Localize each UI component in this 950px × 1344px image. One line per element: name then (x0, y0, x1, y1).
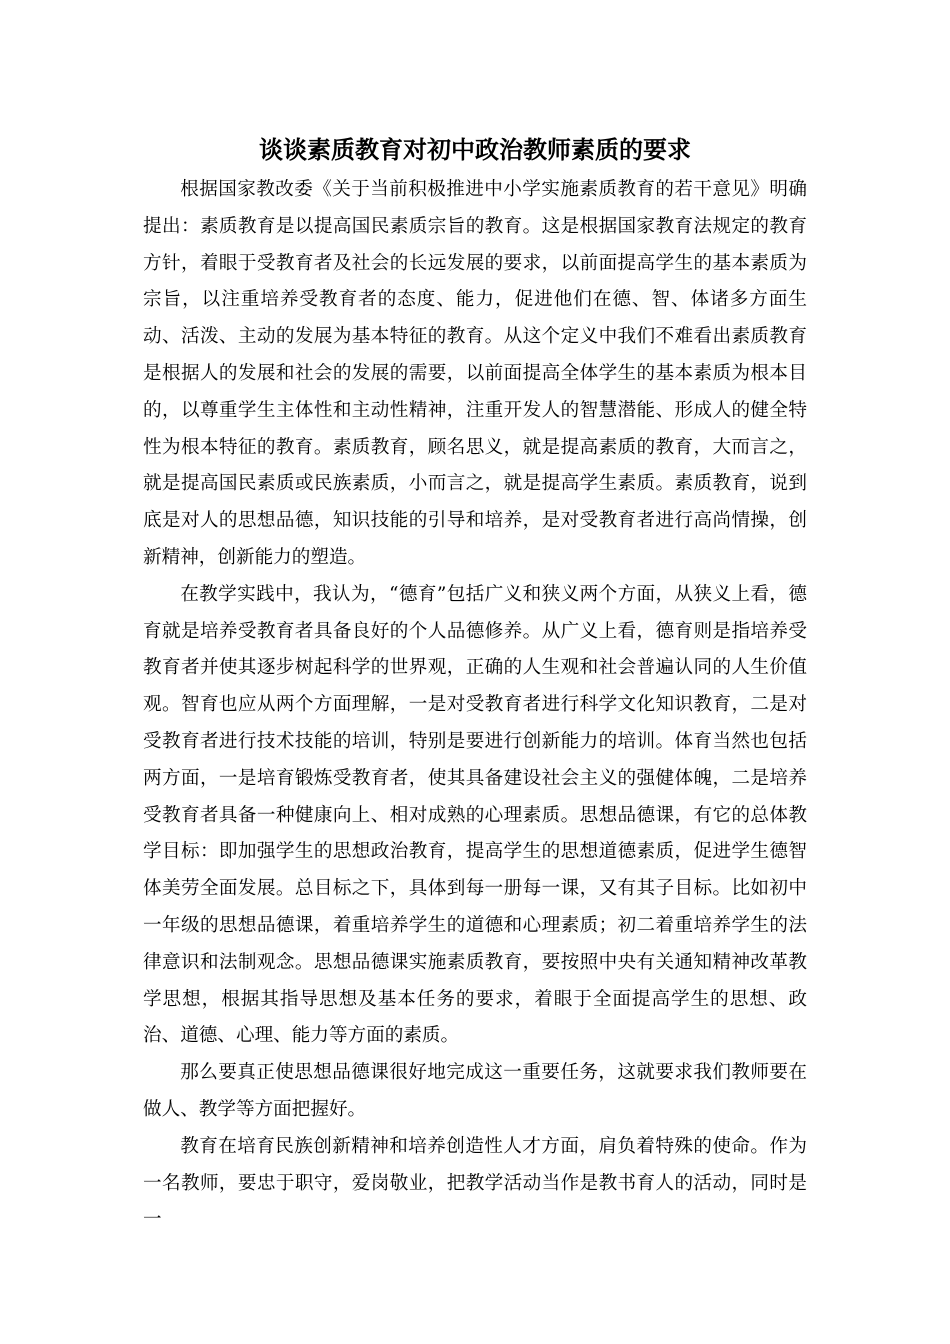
document-body (143, 128, 807, 1239)
paragraph-1: 根据国家教改委《关于当前积极推进中小学实施素质教育的若干意见》明确提出：素质教育是以提高国民素质宗旨的教育。这是根据国家教育法规定的教育方针，着眼于受教育者及社会的长远发展的要求，以前面提高学生的基本素质为宗旨，以注重培养受教育者的态度、能力，促进他们在德、智、体诸多方面生动、活泼、主动的发展为基本特征的教育。从这个定义中我们不难看出素质教育是根据人的发展和社会的发展的需要，以前面提高全体学生的基本素质为根本目的，以尊重学生主体性和主动性精神，注重开发人的智慧潜能、形成人的健全特性为根本特征的教育。素质教育，顾名思义，就是提高素质的教育，大而言之，就是提高国民素质或民族素质，小而言之，就是提高学生素质。素质教育，说到底是对人的思想品德，知识技能的引导和培养，是对受教育者进行高尚情操，创新精神，创新能力的塑造。 (143, 179, 807, 568)
document-title: 谈谈素质教育对初中政治教师素质的要求 (259, 136, 691, 164)
paragraph-4: 教育在培育民族创新精神和培养创造性人才方面，肩负着特殊的使命。作为一名教师，要忠于职守，爱岗敬业，把教学活动当作是教书育人的活动，同时是一 (143, 1135, 807, 1231)
paragraph-2: 在教学实践中，我认为，“德育”包括广义和狭义两个方面，从狭义上看，德育就是培养受教育者具备良好的个人品德修养。从广义上看，德育则是指培养受教育者并使其逐步树起科学的世界观，正确的人生观和社会普遍认同的人生价值观。智育也应从两个方面理解，一是对受教育者进行科学文化知识教育，二是对受教育者进行技术技能的培训，特别是要进行创新能力的培训。体育当然也包括两方面，一是培育锻炼受教育者，使其具备建设社会主义的强健体魄，二是培养受教育者具备一种健康向上、相对成熟的心理素质。思想品德课，有它的总体教学目标：即加强学生的思想政治教育，提高学生的思想道德素质，促进学生德智体美劳全面发展。总目标之下，具体到每一册每一课，又有其子目标。比如初中一年级的思想品德课，着重培养学生的道德和心理素质；初二着重培养学生的法律意识和法制观念。思想品德课实施素质教育，要按照中央有关通知精神改革教学思想，根据其指导思想及基本任务的要求，着眼于全面提高学生的思想、政治、道德、心理、能力等方面的素质。 (143, 583, 807, 1047)
paragraph-3: 那么要真正使思想品德课很好地完成这一重要任务，这就要求我们教师要在做人、教学等方面把握好。 (143, 1062, 807, 1120)
